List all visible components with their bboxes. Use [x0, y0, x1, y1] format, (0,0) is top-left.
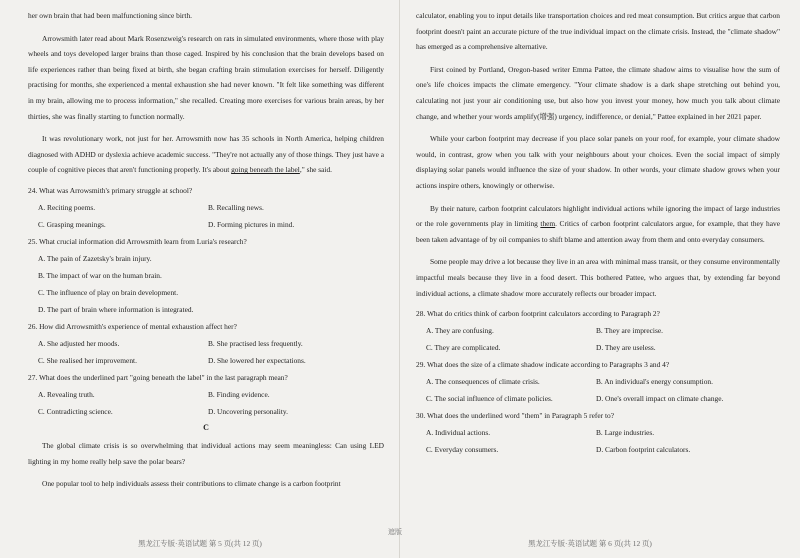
passage-c-tool-paragraph: One popular tool to help individuals assess their contributions to climate change is a carbon footprint — [42, 479, 341, 489]
passage-c-solar-paragraph: While your carbon footprint may decrease if you place solar panels on your roof, for example, your climate shadow would, in contrast, grow when you talk with your neighbours about your choices. Even the social impact of simply displaying solar panels would influence the size of your shadow. In other words, your climate shadow grows when your actions inspire others, knowingly or otherwise. — [416, 134, 780, 190]
option-26c: C. She realised her improvement. — [38, 355, 137, 365]
question-27-options — [38, 389, 384, 417]
option-29a: A. The consequences of climate crisis. — [426, 377, 540, 387]
question-25-options — [38, 253, 384, 315]
option-25a: A. The pain of Zazetsky's brain injury. — [38, 253, 152, 263]
gutter-mark: 遮版 — [388, 528, 402, 536]
option-25b: B. The impact of war on the human brain. — [38, 270, 162, 280]
option-28a: A. They are confusing. — [426, 326, 494, 336]
question-28: 28. What do critics think of carbon footprint calculators according to Paragraph 2? — [416, 309, 660, 319]
option-30a: A. Individual actions. — [426, 428, 491, 438]
para4-start: By their nature, carbon footprint calculators highlight individual actions while ignoring the impact of large industries or the role governments play in limiting — [416, 203, 780, 229]
question-26-options — [38, 338, 384, 366]
option-27b: B. Finding evidence. — [208, 389, 270, 399]
right-page-footer: 黑龙江专版·英语试题 第 6 页(共 12 页) — [528, 539, 652, 548]
option-28c: C. They are complicated. — [426, 343, 501, 353]
question-24-options — [38, 202, 384, 230]
option-26d: D. She lowered her expectations. — [208, 355, 306, 365]
option-27c: C. Contradicting science. — [38, 406, 113, 416]
para3-start: It was revolutionary work, not just for her. Arrowsmith now has 35 schools in North America, helping children diagnosed with ADHD or dyslexia achieve academic success. "They're not actually any of those things. They just have a couple of cognitive pieces that aren't functioning properly. It's about — [28, 134, 384, 175]
question-24: 24. What was Arrowsmith's primary struggle at school? — [28, 185, 193, 195]
option-29b: B. An individual's energy consumption. — [596, 377, 713, 387]
section-c-heading: C — [203, 422, 209, 432]
underlined-word-them: them — [540, 219, 556, 229]
left-page-footer: 黑龙江专版·英语试题 第 5 页(共 12 页) — [138, 539, 262, 548]
option-24b: B. Recalling news. — [208, 202, 264, 212]
para3-end: ," she said. — [299, 165, 333, 175]
passage-c-intro: The global climate crisis is so overwhelming that individual actions may seem meaningless: Can using LED lighting in my home really help save the polar bears? — [28, 440, 384, 466]
passage-c-pattee-paragraph: First coined by Portland, Oregon-based writer Emma Pattee, the climate shadow aims to visualise how the sum of one's life choices impacts the climate emergency. "Your climate shadow is a dark shape stretching out behind you, calculating not just your air conditioning use, but also how you invest your money, how much you talk about climate change, and whether your words amplify(增强) urgency, indifference, or denial," Pattee explained in her 2021 paper. — [416, 64, 780, 121]
question-29-options — [426, 376, 780, 404]
question-29: 29. What does the size of a climate shadow indicate according to Paragraphs 3 and 4? — [416, 360, 670, 370]
option-26b: B. She practised less frequently. — [208, 338, 303, 348]
question-30-options — [426, 427, 780, 455]
option-30b: B. Large industries. — [596, 428, 655, 438]
passage-c-transit-paragraph: Some people may drive a lot because they live in an area with minimal mass transit, or they consume environmentally impactful meals because they live in a food desert. This bothered Pattee, who argues that, by extending far beyond individual actions, a climate shadow more accurately reflects our broader impact. — [416, 257, 780, 298]
question-27: 27. What does the underlined part "going beneath the label" in the last paragraph mean? — [28, 372, 288, 382]
option-30c: C. Everyday consumers. — [426, 445, 499, 455]
option-27a: A. Revealing truth. — [38, 389, 95, 399]
passage-b-tail: her own brain that had been malfunctioning since birth. — [28, 11, 192, 20]
passage-b-schools-paragraph — [28, 131, 384, 178]
right-page — [400, 0, 800, 558]
question-30: 30. What does the underlined word "them" in Paragraph 5 refer to? — [416, 411, 614, 421]
passage-c-industries-paragraph — [416, 201, 780, 248]
option-24d: D. Forming pictures in mind. — [208, 219, 295, 229]
question-26: 26. How did Arrowsmith's experience of mental exhaustion affect her? — [28, 321, 237, 331]
para4-end: . Critics of carbon footprint calculators argue, for example, that they have been taken advantage of by oil companies to shift blame and attention away from them and onto everyday consumers. — [416, 219, 780, 244]
passage-c-calculator-paragraph: calculator, enabling you to input details like transportation choices and red meat consumption. But critics argue that carbon footprint doesn't paint an accurate picture of the true individual impact on the climate crisis. Instead, the "climate shadow" has emerged as a comprehensive alternative. — [416, 11, 780, 52]
option-26a: A. She adjusted her moods. — [38, 338, 120, 348]
option-25c: C. The influence of play on brain development. — [38, 287, 179, 297]
option-25d: D. The part of brain where information is integrated. — [38, 304, 194, 314]
option-27d: D. Uncovering personality. — [208, 406, 288, 416]
option-24a: A. Reciting poems. — [38, 202, 96, 212]
underlined-phrase: going beneath the label — [231, 165, 300, 175]
option-30d: D. Carbon footprint calculators. — [596, 445, 691, 455]
question-28-options — [426, 325, 780, 353]
option-28b: B. They are imprecise. — [596, 326, 663, 336]
option-29c: C. The social influence of climate policies. — [426, 394, 553, 404]
question-25: 25. What crucial information did Arrowsmith learn from Luria's research? — [28, 236, 247, 246]
option-28d: D. They are useless. — [596, 343, 656, 353]
option-29d: D. One's overall impact on climate change. — [596, 394, 724, 404]
passage-b-rosenzweig-paragraph: Arrowsmith later read about Mark Rosenzweig's research on rats in simulated environments, where those with play wheels and toys developed larger brains than those caged. Inspired by his conclusion that the brain develops based on life experiences rather than being fixed at birth, she began crafting brain stimulation exercises for herself. Diligently practising for months, she experienced a mental exhaustion she had never known. "It felt like something was different in my brain, allowing me to process information," she recalled. Creating more exercises for various brain areas, by her thirties, she was finally starting to function normally. — [28, 33, 384, 121]
option-24c: C. Grasping meanings. — [38, 219, 106, 229]
